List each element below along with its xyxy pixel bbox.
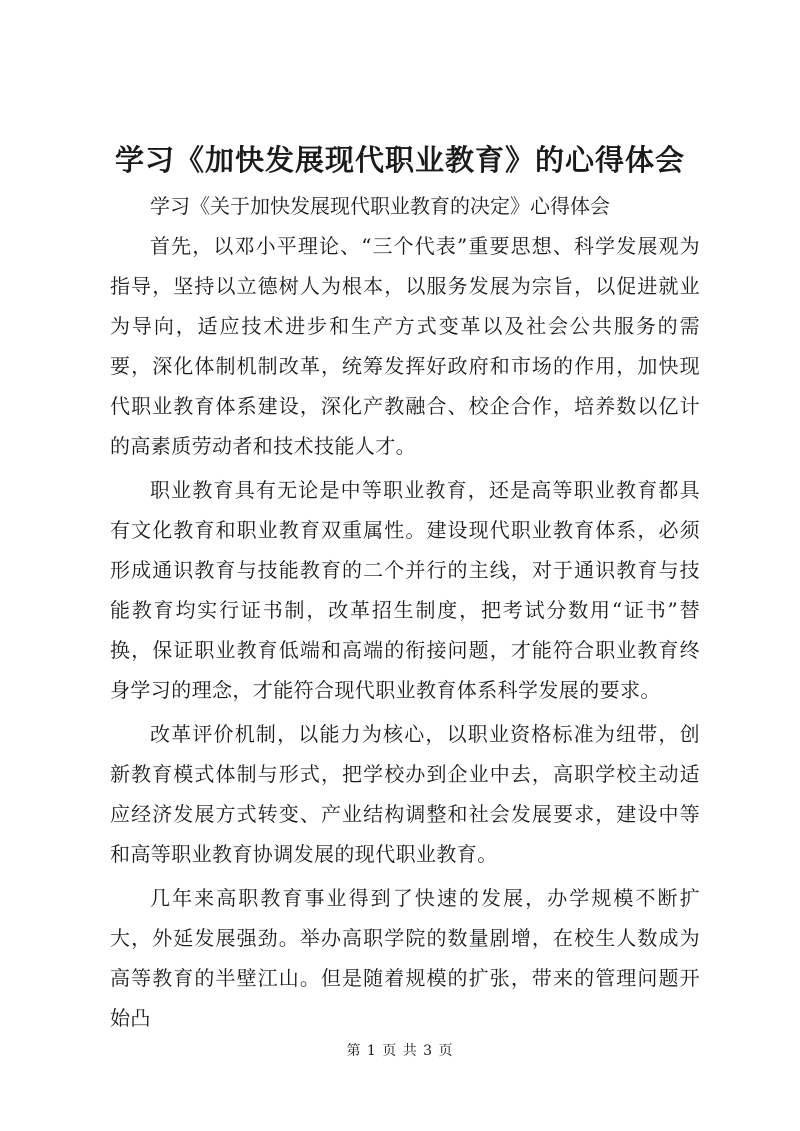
document-body [110,186,700,1038]
paragraph-2: 职业教育具有无论是中等职业教育，还是高等职业教育都具有文化教育和职业教育双重属性。建设现代职业教育体系，必须形成通识教育与技能教育的二个并行的主线，对于通识教育与技能教育均实行证书制，改革招生制度，把考试分数用“证书”替换，保证职业教育低端和高端的衔接问题，才能符合职业教育终身学习的理念，才能符合现代职业教育体系科学发展的要求。 [110,478,700,702]
paragraph-3: 改革评价机制，以能力为核心，以职业资格标准为纽带，创新教育模式体制与形式，把学校办到企业中去，高职学校主动适应经济发展方式转变、产业结构调整和社会发展要求，建设中等和高等职业教育协调发展的现代职业教育。 [110,722,700,866]
document-title: 学习《加快发展现代职业教育》的心得体会 [114,143,685,177]
document-subtitle: 学习《关于加快发展现代职业教育的决定》心得体会 [150,194,610,218]
paragraph-4: 几年来高职教育事业得到了快速的发展，办学规模不断扩大，外延发展强劲。举办高职学院的数量剧增，在校生人数成为高等教育的半壁江山。但是随着规模的扩张，带来的管理问题开始凸 [110,886,700,1030]
page-footer: 第 1 页 共 3 页 [346,1043,454,1059]
paragraph-1: 首先，以邓小平理论、“三个代表”重要思想、科学发展观为指导，坚持以立德树人为根本，以服务发展为宗旨，以促进就业为导向，适应技术进步和生产方式变革以及社会公共服务的需要，深化体制机制改革，统筹发挥好政府和市场的作用，加快现代职业教育体系建设，深化产教融合、校企合作，培养数以亿计的高素质劳动者和技术技能人才。 [110,234,700,458]
